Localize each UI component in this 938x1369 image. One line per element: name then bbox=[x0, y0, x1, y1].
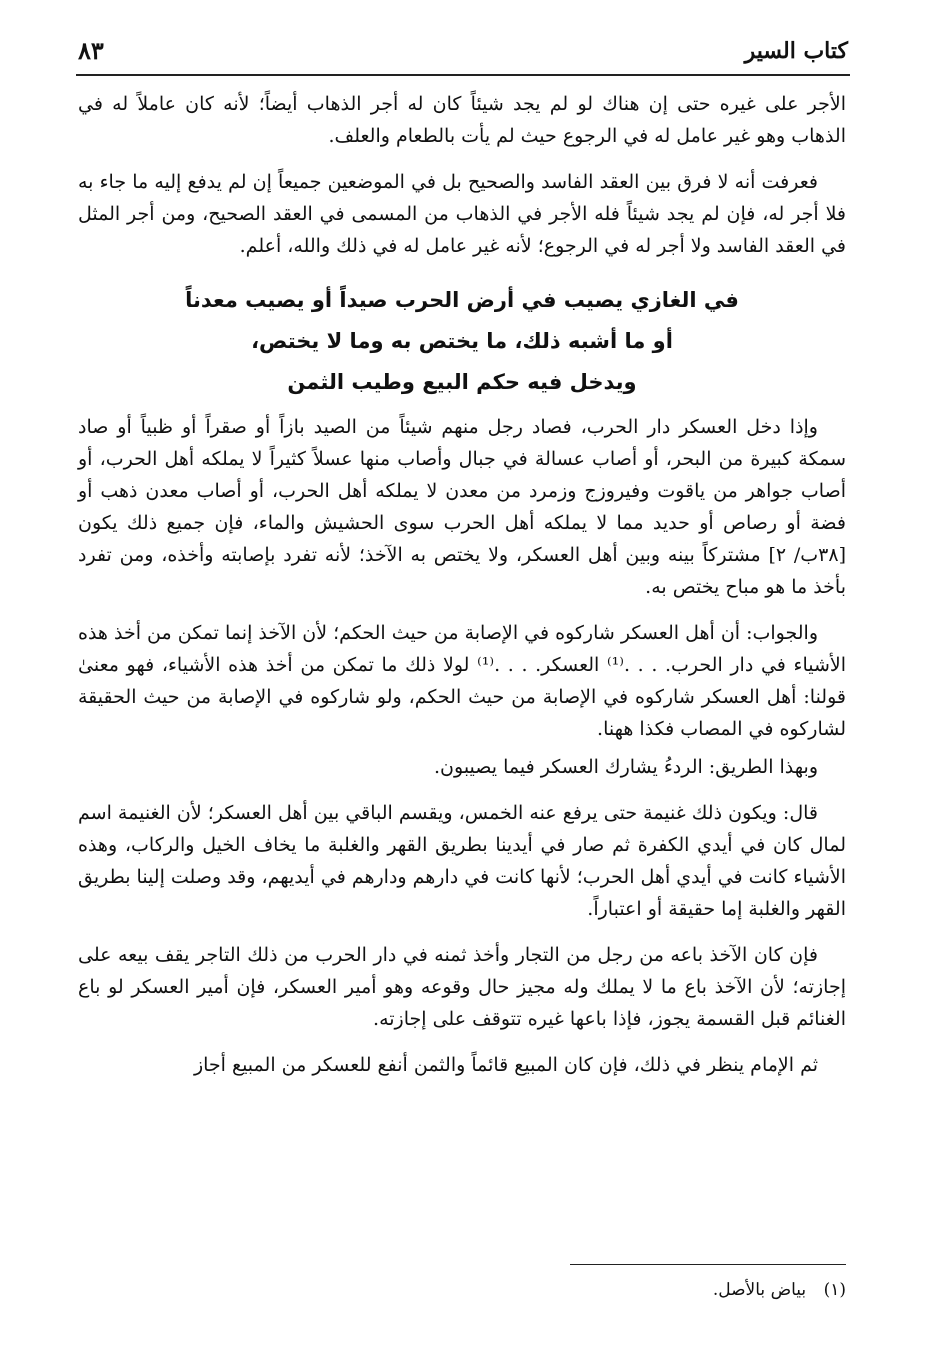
page-number: ٨٣ bbox=[78, 36, 104, 65]
paragraph-4: والجواب: أن أهل العسكر شاركوه في الإصابة من حيث الحكم؛ لأن الآخذ إنما تمكن من أخذ هذه الأشياء في دار الحرب. . . .⁽¹⁾ العسكر. . . .⁽¹⁾ لولا ذلك ما تمكن من أخذ هذه الأشياء، فهو معنىٰ قولنا: أهل العسكر شاركوه في الإصابة من حيث الحكم، ولو شاركوه في الإصابة من حيث الحقيقة لشاركوه في المصاب فكذا ههنا. bbox=[78, 622, 846, 740]
paragraph-2: فعرفت أنه لا فرق بين العقد الفاسد والصحيح بل في الموضعين جميعاً إن لم يدفع إليه ما جاء به فلا أجر له، فإن لم يجد شيئاً فله الأجر في الذهاب من المسمى في العقد الصحيح، ومن أجر المثل في العقد الفاسد ولا أجر له في الرجوع؛ لأنه غير عامل له في ذلك والله، أعلم. bbox=[78, 171, 846, 257]
paragraph-7: فإن كان الآخذ باعه من رجل من التجار وأخذ ثمنه في دار الحرب من ذلك التاجر يقف بيعه على إجازته؛ لأن الآخذ باع ما لا يملك وله مجيز حال وقوعه وهو أمير العسكر، فإن أمير العسكر لو باع الغنائم قبل القسمة يجوز، فإذا باعها غيره تتوقف على إجازته. bbox=[78, 944, 846, 1030]
section-heading-line-1: في الغازي يصيب في أرض الحرب صيداً أو يصيب معدناً bbox=[185, 288, 739, 312]
footnote-text: بياض بالأصل. bbox=[712, 1280, 807, 1300]
section-heading bbox=[78, 280, 846, 403]
section-heading-line-2: أو ما أشبه ذلك، ما يختص به وما لا يختص، bbox=[251, 329, 673, 353]
section-heading-line-3: ويدخل فيه حكم البيع وطيب الثمن bbox=[287, 370, 637, 394]
footnote bbox=[713, 1276, 846, 1304]
running-title: كتاب السير bbox=[744, 38, 848, 64]
header-rule bbox=[76, 74, 850, 76]
paragraph-6: قال: ويكون ذلك غنيمة حتى يرفع عنه الخمس، ويقسم الباقي بين أهل العسكر؛ لأن الغنيمة اسم لمال كان في أيدي الكفرة ثم صار في أيدينا بطريق القهر والغلبة ما يخاف الخيل والركاب، وهذه الأشياء كانت في أيدي أهل الحرب؛ لأنها كانت في دارهم ودارهم في أيديهم، وقد وصلت إلينا بطريق القهر والغلبة إما حقيقة أو اعتباراً. bbox=[78, 802, 846, 920]
paragraph-8: ثم الإمام ينظر في ذلك، فإن كان المبيع قائماً والثمن أنفع للعسكر من المبيع أجاز bbox=[193, 1054, 818, 1076]
running-head bbox=[78, 30, 848, 74]
paragraph-5: وبهذا الطريق: الردءُ يشارك العسكر فيما يصيبون. bbox=[434, 756, 818, 778]
footnote-marker: (١) bbox=[823, 1280, 846, 1300]
footnote-rule bbox=[570, 1264, 846, 1265]
paragraph-3: وإذا دخل العسكر دار الحرب، فصاد رجل منهم شيئاً من الصيد بازاً أو صقراً أو ظبياً أو صاد سمكة كبيرة من البحر، أو أصاب عسالة في جبال وأصاب منها عسلاً كثيراً لا يملكه أهل الحرب، أو أصاب جواهر من ياقوت وفيروزج وزمرد من معدن لا يملكه أهل الحرب، أو أصاب معدن ذهب أو فضة أو رصاص أو حديد مما لا يملكه أهل الحرب سوى الحشيش والماء، فإن جميع ذلك يكون [٣٨ب/ ٢] مشتركاً بينه وبين أهل العسكر، ولا يختص به الآخذ؛ لأنه تفرد بإصابته وأخذه، ومن تفرد بأخذ ما هو مباح يختص به. bbox=[78, 416, 847, 598]
body-text bbox=[78, 88, 846, 1095]
paragraph-1: الأجر على غيره حتى إن هناك لو لم يجد شيئاً كان له أجر الذهاب أيضاً؛ لأنه كان عاملاً له في الذهاب وهو غير عامل له في الرجوع حيث لم يأت بالطعام والعلف. bbox=[78, 93, 846, 147]
